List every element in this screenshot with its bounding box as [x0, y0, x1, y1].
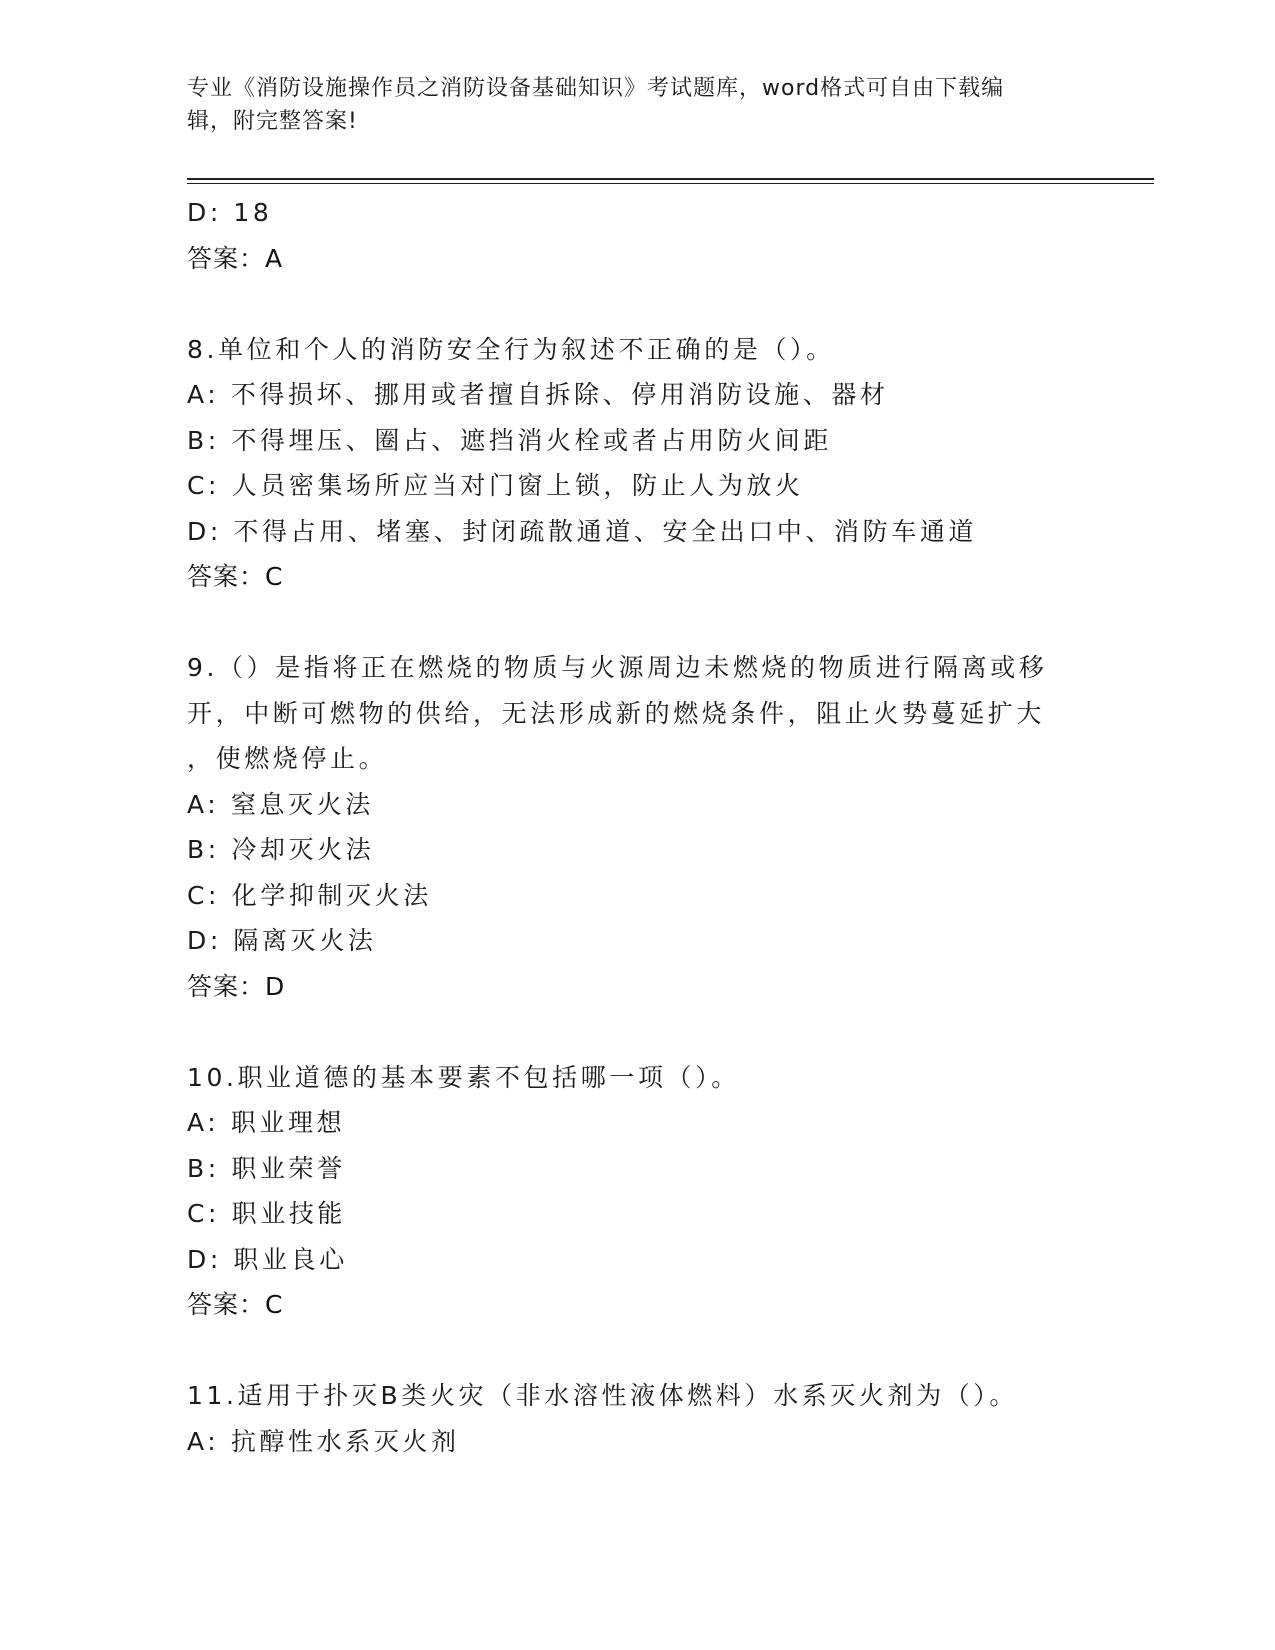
option-d: D: 隔离灭火法	[187, 926, 377, 955]
option-a: A: 抗醇性水系灭火剂	[187, 1426, 460, 1456]
document-header	[187, 72, 1067, 138]
question-list	[187, 190, 1087, 1464]
spacer	[187, 600, 1087, 646]
question-stem-line-2: 开，中断可燃物的供给，无法形成新的燃烧条件，阻止火势蔓延扩大	[187, 698, 1046, 728]
header-divider-thin	[187, 183, 1154, 184]
option-b: B: 职业荣誉	[187, 1153, 346, 1183]
spacer	[187, 1328, 1087, 1374]
question-10	[187, 1055, 1087, 1328]
answer: 答案：D	[187, 971, 286, 1001]
option-c: C: 化学抑制灭火法	[187, 880, 432, 910]
spacer	[187, 281, 1087, 327]
header-title-line-2: 辑，附完整答案!	[187, 109, 358, 134]
option-a: A: 不得损坏、挪用或者擅自拆除、停用消防设施、器材	[187, 380, 889, 409]
option-d: D: 职业良心	[187, 1244, 348, 1274]
answer: 答案：C	[187, 562, 284, 591]
option-b: B: 冷却灭火法	[187, 835, 375, 864]
question-8	[187, 327, 1087, 600]
question-stem-line-1: 9.（）是指将正在燃烧的物质与火源周边未燃烧的物质进行隔离或移	[187, 653, 1048, 682]
question-11	[187, 1373, 1087, 1464]
question-9	[187, 645, 1087, 1009]
question-stem: 11.适用于扑灭B类火灾（非水溶性液体燃料）水系灭火剂为（）。	[187, 1381, 1019, 1410]
question-stem: 10.职业道德的基本要素不包括哪一项（）。	[187, 1062, 740, 1092]
option-c: C: 人员密集场所应当对门窗上锁，防止人为放火	[187, 471, 804, 500]
option-a: A: 职业理想	[187, 1108, 346, 1137]
prev-option-d: D: 18	[187, 198, 273, 227]
option-d: D: 不得占用、堵塞、封闭疏散通道、安全出口中、消防车通道	[187, 516, 978, 546]
header-divider-thick	[187, 178, 1154, 180]
option-a: A: 窒息灭火法	[187, 789, 374, 819]
header-title-line-1: 专业《消防设施操作员之消防设备基础知识》考试题库，word格式可自由下载编	[187, 76, 1005, 101]
answer: 答案：C	[187, 1290, 284, 1319]
option-b: B: 不得埋压、圈占、遮挡消火栓或者占用防火间距	[187, 425, 832, 455]
prev-answer: 答案：A	[187, 243, 284, 273]
question-stem: 8.单位和个人的消防安全行为叙述不正确的是（）。	[187, 334, 835, 364]
question-stem-line-3: ，使燃烧停止。	[187, 744, 388, 773]
spacer	[187, 1009, 1087, 1055]
option-c: C: 职业技能	[187, 1199, 347, 1228]
